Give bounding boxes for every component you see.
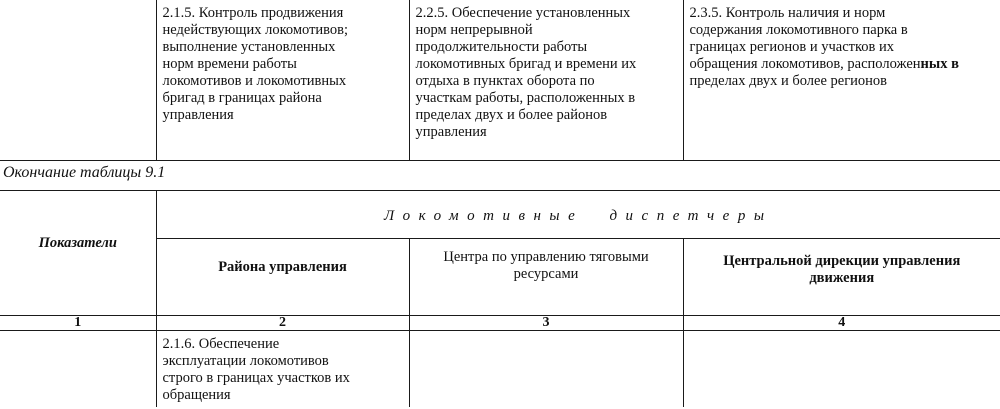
header-col4-text: Центральной дирекции управления движения — [723, 253, 961, 286]
header-row-1 — [0, 191, 1000, 239]
cell-col2 — [156, 0, 409, 161]
number-cell-2: 2 — [156, 316, 409, 331]
cell-col4-text-a: 2.3.5. Контроль наличия и норм содержания локомотивного парка в границах регионов и участков их обращения локомотивов, расположен — [689, 5, 921, 72]
header-indicators: Показатели — [0, 191, 156, 316]
table-row — [0, 0, 1000, 161]
table-continuation-top — [0, 0, 1000, 161]
cell-col4-text — [684, 0, 1000, 90]
cell-col2-text: 2.1.5. Контроль продвижения недействующих локомотивов; выполнение установленных норм времени работы локомотивов и локомотивных бригад в границах района управления — [162, 5, 349, 123]
table-caption: Окончание таблицы 9.1 — [3, 164, 166, 181]
cell-col4-text-bold: ных в — [920, 56, 959, 72]
header-group-title: Локомотивные диспетчеры — [156, 191, 1000, 239]
table-row — [0, 331, 1000, 408]
number-cell-1: 1 — [0, 316, 156, 331]
cell-col3 — [409, 0, 683, 161]
header-col3-text: Центра по управлению тяговыми ресурсами — [443, 249, 649, 282]
cell-col4-text-b: пределах двух и более регионов — [689, 73, 888, 89]
header-col2 — [156, 239, 409, 316]
body-cell-2-text: 2.1.6. Обеспечение эксплуатации локомотивов строго в границах участков их обращения — [162, 336, 350, 403]
header-col4 — [683, 239, 1000, 316]
header-col3 — [409, 239, 683, 316]
body-cell-3 — [409, 331, 683, 408]
cell-indicator-empty — [0, 0, 156, 161]
body-cell-2 — [156, 331, 409, 408]
number-cell-3: 3 — [409, 316, 683, 331]
body-cell-1 — [0, 331, 156, 408]
number-row — [0, 316, 1000, 331]
header-col2-text: Района управления — [218, 259, 347, 275]
cell-col3-text: 2.2.5. Обеспечение установленных норм непрерывной продолжительности работы локомотивных бригад и времени их отдыха в пунктах оборота по участкам работы, расположенных в пределах двух и более районов управления — [415, 5, 637, 140]
table-main — [0, 190, 1000, 407]
body-cell-4 — [683, 331, 1000, 408]
cell-col4 — [683, 0, 1000, 161]
number-cell-4: 4 — [683, 316, 1000, 331]
